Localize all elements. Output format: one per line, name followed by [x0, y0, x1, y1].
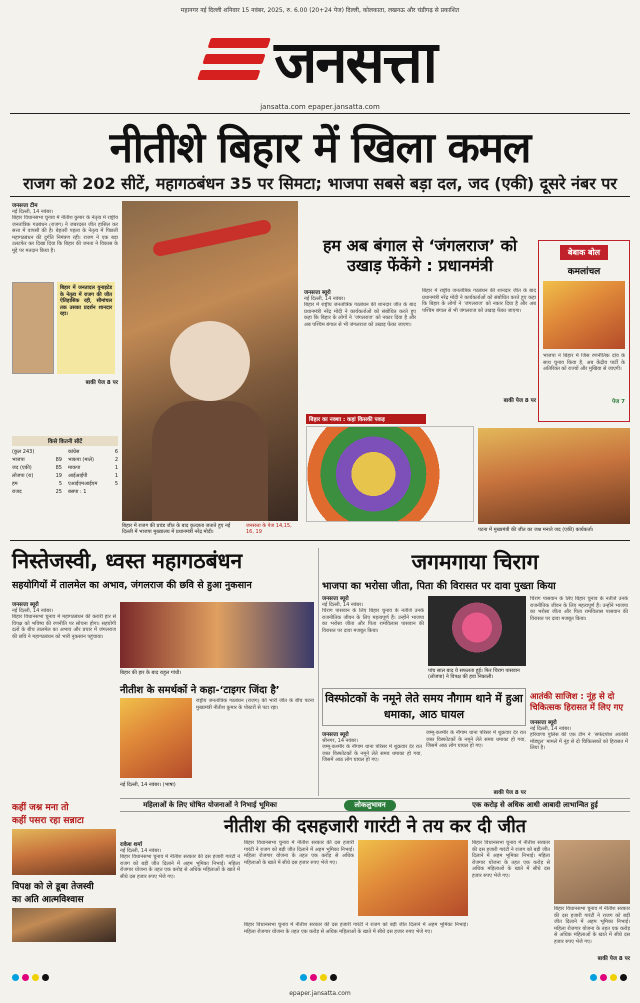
- gamcha-shape: [152, 219, 272, 258]
- rule: [10, 196, 630, 197]
- lead-subheadline: राजग को 202 सीटें, महागठबंधन 35 पर सिमटा; भाजपा सबसे बड़ा दल, जद (एकी) दूसरे नंबर पर: [23, 174, 617, 193]
- table-row: भाजपा 89: [12, 457, 62, 463]
- chirag-subheadline: भाजपा का भरोसा जीता, पिता की विरासत पर दावा पुख्ता किया: [322, 581, 556, 592]
- registration-marks-center: [300, 974, 337, 981]
- map-title: बिहार का नक्शा : कहां किसकी पकड़: [306, 414, 426, 424]
- theme-band: [120, 798, 630, 812]
- nowgam-headline: विस्फोटकों के नमूने लेते समय नौगाम थाने में हुआ धमाका, आठ घायल: [325, 692, 523, 721]
- band-left: महिलाओं के लिए घोषित योजनाओं ने निभाई भूमिका: [143, 800, 277, 809]
- tejashwi-photo: [120, 602, 314, 668]
- tejashwi-dateline: नई दिल्ली, 14 नवंबर।: [12, 608, 54, 614]
- promo-title-4: का अति आत्मविश्वास: [12, 895, 84, 905]
- jacket-shape: [152, 401, 268, 521]
- terror-body: हरियाणा पुलिस की एक टीम ने ‘सफेदपोश आतंकी मॉड्यूल’ मामले में नूंह से दो चिकित्सकों को हिरासत में लिया है।: [530, 732, 628, 751]
- registration-marks-left: [12, 974, 49, 981]
- party-table: [12, 436, 118, 538]
- promo-photo-1: [12, 829, 116, 875]
- promo-title-2: कहीं पसरा रहा सन्नाटा: [12, 816, 84, 826]
- tiger-photo: [120, 698, 192, 778]
- women-body-col4: बिहार विधानसभा चुनाव में नीतीश सरकार की दस हजारी गारंटी ने राजग को बड़ी जीत दिलाने में अहम भूमिका निभाई। महिला रोजगार योजना के तहत एक करोड़ से अधिक महिलाओं के खाते में सीधे दस हजार रुपए भेजे गए।: [472, 840, 550, 879]
- women-body: बिहार विधानसभा चुनाव में नीतीश सरकार की दस हजारी गारंटी ने राजग को बड़ी जीत दिलाने में अहम भूमिका निभाई। महिला रोजगार योजना के तहत एक करोड़ से अधिक महिलाओं के खाते में सीधे दस हजार रुपए भेजे गए।: [120, 854, 240, 880]
- side-box-label: बेबाक बोल: [560, 245, 608, 260]
- bihar-map: [306, 426, 474, 522]
- modi-caption-row: [122, 523, 298, 535]
- modi-dateline: नई दिल्ली, 14 नवंबर।: [304, 296, 346, 302]
- tejashwi-photo-caption: बिहार की हार के बाद राहुल गांधी।: [120, 670, 182, 676]
- chirag-dateline: नई दिल्ली, 14 नवंबर।: [322, 602, 364, 608]
- women-story: [120, 840, 240, 960]
- chirag-headline: जगमगाया चिराग: [411, 550, 539, 574]
- side-box-body: भाजपा ने बिहार में जिस रणनीतिक दांव के साथ चुनाव किया है, अब केंद्रीय पार्टी के अतिरिक्त को राज्यों और मुखिया से जाएगी।: [543, 353, 625, 372]
- women-body-cont: बिहार विधानसभा चुनाव में नीतीश सरकार की दस हजारी गारंटी ने राजग को बड़ी जीत दिलाने में अहम भूमिका निभाई। महिला रोजगार योजना के तहत एक करोड़ से अधिक महिलाओं के खाते में सीधे दस हजार रुपए भेजे गए।: [244, 840, 354, 866]
- chirag-body: चिराग पासवान के लिए बिहार चुनाव के नतीजे उनके राजनीतिक जीवन के लिए महत्वपूर्ण हैं। उन्होंने भाजपा का भरोसा जीता और पिता रामविलास पासवान की विरासत पर दावा मजबूत किया।: [322, 608, 424, 634]
- tejashwi-story: [12, 600, 116, 800]
- modi-headline: हम अब बंगाल से ‘जंगलराज’ को उखाड़ फेंकेंगे : प्रधानमंत्री: [322, 236, 518, 275]
- chirag-byline: जनसत्ता ब्यूरो: [322, 596, 349, 602]
- tiger-headline: नीतीश के समर्थकों ने कहा-‘टाइगर जिंदा है’: [120, 685, 280, 696]
- modi-body: बिहार में राष्ट्रीय जनतांत्रिक गठबंधन की शानदार जीत के बाद प्रधानमंत्री नरेंद्र मोदी ने कार्यकर्ताओं को संबोधित करते हुए कहा कि बिहार के लोगों ने ‘जंगलराज’ को नकार दिया है और अब पश्चिम बंगाल से भी जंगलराज को उखाड़ फेंका जाएगा।: [304, 302, 416, 328]
- modi-photo-credit: जनसत्ता के पेज 14,15, 16, 19: [246, 523, 292, 535]
- table-row: एआईएमआईएम 5: [68, 481, 118, 487]
- nowgam-story: [322, 730, 526, 796]
- promo-title-1: कहीं जश्न मना तो: [12, 803, 69, 813]
- chirag-photo: [428, 596, 526, 666]
- table-total: बसपा : 1: [68, 489, 87, 495]
- left-promo: [12, 800, 116, 960]
- edition-line: महानगर नई दिल्ली शनिवार 15 नवंबर, 2025, रु. 6.00 (20+24 पेज) दिल्ली, कोलकाता, लखनऊ और चंडीगढ़ से प्रकाशित: [180, 7, 460, 14]
- lead-photo: [12, 282, 54, 374]
- side-box-title: कमलांचल: [567, 267, 601, 277]
- women-photo-2: [554, 840, 630, 904]
- procession-caption: पटना में मुख्यमंत्री की जीत का जश्न मनाते जद (एकी) कार्यकर्ता।: [478, 527, 594, 533]
- nowgam-box: [322, 688, 526, 726]
- chirag-story: [322, 594, 424, 674]
- tejashwi-subheadline: सहयोगियों में तालमेल का अभाव, जंगलराज की छवि से हुआ नुकसान: [12, 580, 252, 591]
- band-center: लोकलुभावन: [344, 800, 395, 811]
- tiger-dateline: नई दिल्ली, 14 नवंबर। (भाषा): [120, 782, 176, 788]
- party-table-right: [68, 448, 118, 496]
- registration-marks-right: [590, 974, 627, 981]
- lead-callout: बिहार में जनतादल युनाइटेड के नेतृत्व में राजग की जीत ऐतिहासिक रही, सीमांचल तक उसका प्रदर्शन शानदार रहा।: [57, 282, 115, 374]
- women-signoff[interactable]: बाकी पेज 8 पर: [597, 956, 630, 962]
- party-table-title: किसे कितनी सीटें: [12, 436, 118, 446]
- rule: [10, 540, 630, 541]
- promo-title-3: विपक्ष को ले डूबा तेजस्वी: [12, 882, 94, 892]
- table-row: राजद 25: [12, 489, 62, 495]
- women-byline: राकेश शर्मा: [120, 842, 143, 848]
- modi-signoff[interactable]: बाकी पेज 8 पर: [503, 398, 536, 404]
- side-box-page-ref[interactable]: पेज 7: [612, 399, 625, 405]
- masthead: [40, 18, 600, 100]
- women-dateline: नई दिल्ली, 14 नवंबर।: [120, 848, 162, 854]
- terror-headline: आतंकी साजिश : नूंह से दो चिकित्सक हिरासत में लिए गए: [530, 692, 624, 713]
- lead-column: [12, 201, 118, 433]
- tejashwi-byline: जनसत्ता ब्यूरो: [12, 602, 39, 608]
- terror-dateline: नई दिल्ली, 14 नवंबर।: [530, 726, 572, 732]
- side-box: [538, 240, 630, 422]
- lead-byline: जनसत्ता टीम: [12, 203, 38, 209]
- table-row: हम 5: [12, 481, 62, 487]
- lead-continued[interactable]: बाकी पेज 8 पर: [85, 380, 118, 386]
- nowgam-body-cont: जम्मू-कश्मीर के नौगाम थाना परिसर में शुक्रवार देर रात जब्त विस्फोटकों के नमूने लेते समय धमाका हो गया, जिसमें आठ लोग घायल हो गए।: [426, 730, 526, 749]
- women-photo: [358, 840, 468, 916]
- modi-photo-caption: बिहार में राजग की प्रचंड जीत के बाद कृतज्ञता जताते हुए नई दिल्ली में भाजपा मुख्यालय में प्रधानमंत्री नरेंद्र मोदी।: [122, 523, 231, 535]
- chirag-body-cont: चिराग पासवान के लिए बिहार चुनाव के नतीजे उनके राजनीतिक जीवन के लिए महत्वपूर्ण हैं। उन्होंने भाजपा का भरोसा जीता और पिता रामविलास पासवान की विरासत पर दावा मजबूत किया।: [530, 596, 628, 622]
- lead-body: बिहार विधानसभा चुनाव में नीतीश कुमार के नेतृत्व में राष्ट्रीय जनतांत्रिक गठबंधन (राजग) ने जबरदस्त जीत हासिल कर सत्ता में वापसी की है। बेहतरी पहला के नेतृत्व में पिछली महागठबंधन की दुर्गति निमंत्रण रही। राजग ने एक बड़ा उलटफेर कर दिखा दिया कि बिहार की जनता ने विकास के मुद्दे पर मतदान किया है।: [12, 215, 118, 254]
- tejashwi-body: बिहार विधानसभा चुनाव में महागठबंधन की करारी हार से विपक्ष को भविष्य की रणनीति पर सोचना होगा। सहयोगी दलों के बीच तालमेल का अभाव और प्रचार में जंगलराज की छवि ने महागठबंधन को भारी नुकसान पहुंचाया।: [12, 614, 116, 640]
- face-shape: [170, 321, 250, 401]
- rule: [10, 113, 630, 114]
- modi-photo: [122, 201, 298, 521]
- nowgam-body: जम्मू-कश्मीर के नौगाम थाना परिसर में शुक्रवार देर रात जब्त विस्फोटकों के नमूने लेते समय धमाका हो गया, जिसमें आठ लोग घायल हो गए।: [322, 744, 422, 763]
- nowgam-dateline: श्रीनगर, 14 नवंबर।: [322, 738, 358, 744]
- brand-name: जनसत्ता: [274, 27, 436, 96]
- procession-photo: [478, 428, 630, 524]
- party-table-left: [12, 448, 62, 496]
- nowgam-signoff[interactable]: बाकी पेज 8 पर: [493, 790, 526, 796]
- table-row: माकपा 1: [68, 465, 118, 471]
- lead-headline: नीतीशे बिहार में खिला कमल: [109, 123, 531, 172]
- table-row: भाकपा (माले) 2: [68, 457, 118, 463]
- modi-byline: जनसत्ता ब्यूरो: [304, 290, 331, 296]
- column-divider: [318, 548, 319, 796]
- women-body-more: बिहार विधानसभा चुनाव में नीतीश सरकार की दस हजारी गारंटी ने राजग को बड़ी जीत दिलाने में अहम भूमिका निभाई। महिला रोजगार योजना के तहत एक करोड़ से अधिक महिलाओं के खाते में सीधे दस हजार रुपए भेजे गए।: [244, 922, 468, 935]
- table-row: जद (एकी) 85: [12, 465, 62, 471]
- terror-story: [530, 718, 628, 796]
- women-body-col5: बिहार विधानसभा चुनाव में नीतीश सरकार की दस हजारी गारंटी ने राजग को बड़ी जीत दिलाने में अहम भूमिका निभाई। महिला रोजगार योजना के तहत एक करोड़ से अधिक महिलाओं के खाते में सीधे दस हजार रुपए भेजे गए।: [554, 906, 630, 945]
- terror-byline: जनसत्ता ब्यूरो: [530, 720, 557, 726]
- brand-stripes-icon: [194, 29, 273, 89]
- chirag-photo-caption: पांच साल बाद ये सफलता हुई। फिर चिराग पासवान (लोजपा) ने विपक्ष की हवा निकाली।: [428, 668, 520, 680]
- promo-photo-2: [12, 908, 116, 942]
- table-row: लोजपा (रा) 19: [12, 473, 62, 479]
- band-right: एक करोड़ से अधिक आधी आबादी लाभान्वित हुई: [472, 800, 598, 809]
- footer-url[interactable]: epaper.jansatta.com: [289, 990, 351, 997]
- table-row: कांग्रेस 6: [68, 449, 118, 455]
- website-line[interactable]: jansatta.com epaper.jansatta.com: [260, 103, 380, 111]
- women-headline: नीतीश की दसहजारी गारंटी ने तय कर दी जीत: [223, 816, 527, 837]
- tiger-body: राष्ट्रीय जनतांत्रिक गठबंधन (राजग) की भारी जीत के बीच पटना मुख्यमंत्री नीतीश कुमार के पोस्टरों से पटा रहा।: [196, 698, 314, 711]
- modi-story: [304, 288, 536, 408]
- modi-body-cont: बिहार में राष्ट्रीय जनतांत्रिक गठबंधन की शानदार जीत के बाद प्रधानमंत्री नरेंद्र मोदी ने कार्यकर्ताओं को संबोधित करते हुए कहा कि बिहार के लोगों ने ‘जंगलराज’ को नकार दिया है और अब पश्चिम बंगाल से भी जंगलराज को उखाड़ फेंका जाएगा।: [422, 288, 536, 314]
- table-row: आईआईपी 1: [68, 473, 118, 479]
- side-box-photo: [543, 281, 625, 349]
- table-total: (कुल 243): [12, 449, 35, 455]
- nowgam-byline: जनसत्ता ब्यूरो: [322, 732, 349, 738]
- tejashwi-headline: निस्तेजस्वी, ध्वस्त महागठबंधन: [12, 549, 243, 573]
- lead-dateline: नई दिल्ली, 14 नवंबर।: [12, 209, 54, 215]
